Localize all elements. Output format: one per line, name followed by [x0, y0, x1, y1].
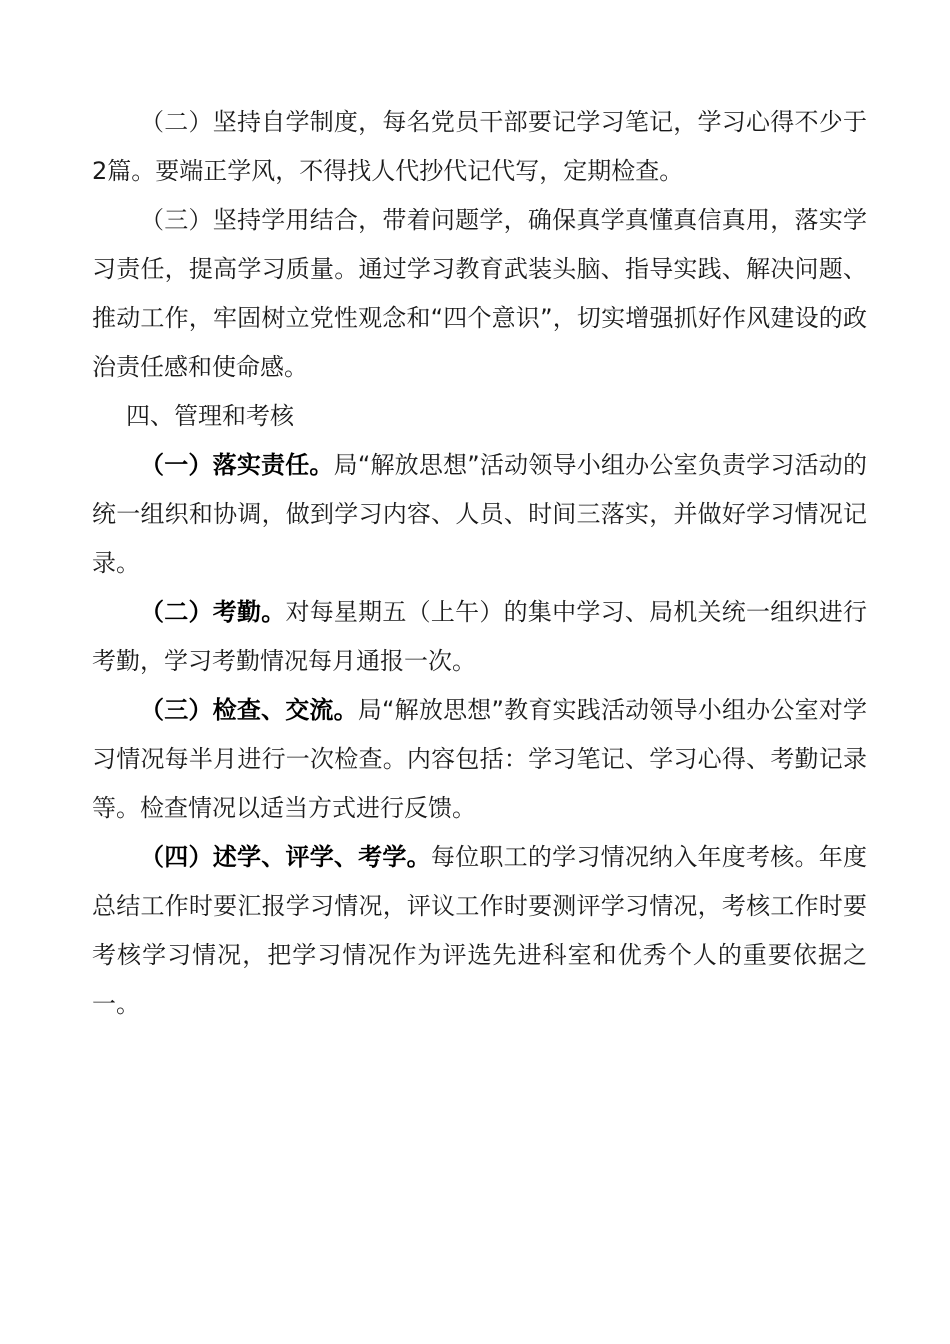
item-responsibility — [92, 441, 867, 588]
item-text: 局“解放思想”活动领导小组办公室负责学习活动的统一组织和协调，做到学习内容、人员、时间三落实，并做好学习情况记录。 — [92, 451, 867, 577]
item-assessment — [92, 833, 867, 1029]
document-body — [92, 98, 867, 1029]
paragraph-study-application: （三）坚持学用结合，带着问题学，确保真学真懂真信真用，落实学习责任，提高学习质量。通过学习教育武装头脑、指导实践、解决问题、推动工作，牢固树立党性观念和“四个意识”，切实增强抓好作风建设的政治责任感和使命感。 — [92, 206, 867, 381]
item-inspection — [92, 686, 867, 833]
section-heading-management: 四、管理和考核 — [126, 402, 294, 430]
item-attendance — [92, 588, 867, 686]
item-lead: （三）检查、交流。 — [140, 696, 358, 724]
item-text: 每位职工的学习情况纳入年度考核。年度总结工作时要汇报学习情况，评议工作时要测评学习情况，考核工作时要考核学习情况，把学习情况作为评选先进科室和优秀个人的重要依据之一。 — [92, 843, 868, 1018]
paragraph-self-study: （二）坚持自学制度，每名党员干部要记学习笔记，学习心得不少于2篇。要端正学风，不得找人代抄代记代写，定期检查。 — [92, 108, 867, 185]
item-lead: （四）述学、评学、考学。 — [140, 843, 431, 871]
item-lead: （二）考勤。 — [140, 598, 286, 626]
item-text: 局“解放思想”教育实践活动领导小组办公室对学习情况每半月进行一次检查。内容包括：学习笔记、学习心得、考勤记录等。检查情况以适当方式进行反馈。 — [92, 696, 867, 822]
item-text: 对每星期五（上午）的集中学习、局机关统一组织进行考勤，学习考勤情况每月通报一次。 — [92, 598, 868, 675]
item-lead: （一）落实责任。 — [140, 451, 334, 479]
